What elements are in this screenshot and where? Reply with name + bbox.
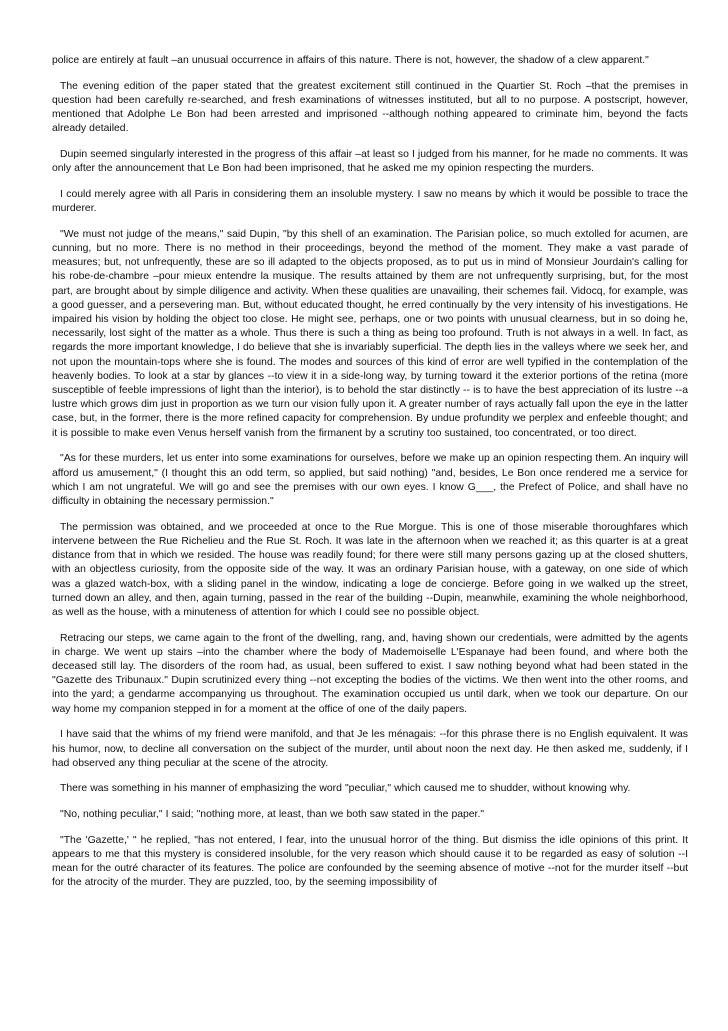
paragraph: "The 'Gazette,' " he replied, "has not entered, I fear, into the unusual horror of the thing. But dismiss the idle opinions of this print. It appears to me that this mystery is considered insoluble, for the very reason which should cause it to be regarded as easy of solution --I mean for the outré character of its features. The police are confounded by the seeming absence of motive --not for the murder itself --but for the atrocity of the murder. They are puzzled, too, by the seeming impossibility of — [52, 834, 688, 889]
paragraph: I could merely agree with all Paris in considering them an insoluble mystery. I saw no means by which it would be possible to trace the murderer. — [52, 188, 688, 215]
paragraph: police are entirely at fault –an unusual occurrence in affairs of this nature. There is not, however, the shadow of a clew apparent." — [52, 55, 649, 66]
paragraph: There was something in his manner of emphasizing the word "peculiar," which caused me to shudder, without knowing why. — [60, 783, 631, 795]
paragraph: "No, nothing peculiar," I said; "nothing more, at least, than we both saw stated in the paper." — [60, 809, 485, 821]
paragraph: Retracing our steps, we came again to the front of the dwelling, rang, and, having shown our credentials, were admitted by the agents in charge. We went up stairs –into the chamber where the body of Mademoiselle L'Espanaye had been found, and where both the deceased still lay. The disorders of the room had, as usual, been suffered to exist. I saw nothing beyond what had been stated in the "Gazette des Tribunaux." Dupin scrutinized every thing --not excepting the bodies of the victims. We then went into the other rooms, and into the yard; a gendarme accompanying us throughout. The examination occupied us until dark, when we took our departure. On our way home my companion stepped in for a moment at the office of one of the daily papers. — [52, 632, 688, 715]
paragraph: The permission was obtained, and we proceeded at once to the Rue Morgue. This is one of those miserable thoroughfares which intervene between the Rue Richelieu and the Rue St. Roch. It was late in the afternoon when we reached it; as this quarter is at a great distance from that in which we resided. The house was readily found; for there were still many persons gazing up at the closed shutters, with an objectless curiosity, from the opposite side of the way. It was an ordinary Parisian house, with a gateway, on one side of which was a glazed watch-box, with a sliding panel in the window, indicating a loge de concierge. Before going in we walked up the street, turned down an alley, and then, again turning, passed in the rear of the building --Dupin, meanwhile, examining the whole neighborhood, as well as the house, with a minuteness of attention for which I could see no possible object. — [52, 521, 688, 618]
paragraph: The evening edition of the paper stated that the greatest excitement still continued in the Quartier St. Roch –that the premises in question had been carefully re-searched, and fresh examinations of witnesses instituted, but all to no purpose. A postscript, however, mentioned that Adolphe Le Bon had been arrested and imprisoned --although nothing appeared to criminate him, beyond the facts already detailed. — [52, 80, 688, 135]
paragraph: "As for these murders, let us enter into some examinations for ourselves, before we make up an opinion respecting them. An inquiry will afford us amusement," (I thought this an odd term, so applied, but said nothing) "and, besides, Le Bon once rendered me a service for which I am not ungrateful. We will go and see the premises with our own eyes. I know G___, the Prefect of Police, and shall have no difficulty in obtaining the necessary permission." — [52, 453, 688, 507]
document-page — [52, 54, 688, 902]
paragraph: I have said that the whims of my friend were manifold, and that Je les ménagais: --for this phrase there is no English equivalent. It was his humor, now, to decline all conversation on the subject of the murder, until about noon the next day. He then asked me, suddenly, if I had observed any thing peculiar at the scene of the atrocity. — [52, 729, 688, 769]
paragraph: Dupin seemed singularly interested in the progress of this affair –at least so I judged from his manner, for he made no comments. It was only after the announcement that Le Bon had been imprisoned, that he asked me my opinion respecting the murders. — [52, 149, 688, 175]
paragraph: "We must not judge of the means," said Dupin, "by this shell of an examination. The Parisian police, so much extolled for acumen, are cunning, but no more. There is no method in their proceedings, beyond the method of the moment. They make a vast parade of measures; but, not unfrequently, these are so ill adapted to the objects proposed, as to put us in mind of Monsieur Jourdain's calling for his robe-de-chambre –pour mieux entendre la musique. The results attained by them are not unfrequently surprising, but, for the most part, are brought about by simple diligence and activity. When these qualities are unavailing, their schemes fail. Vidocq, for example, was a good guesser, and a persevering man. But, without educated thought, he erred continually by the very intensity of his investigations. He impaired his vision by holding the object too close. He might see, perhaps, one or two points with unusual clearness, but in so doing he, necessarily, lost sight of the matter as a whole. Thus there is such a thing as being too profound. Truth is not always in a well. In fact, as regards the more important knowledge, I do believe that she is invariably superficial. The depth lies in the valleys where we seek her, and not upon the mountain-tops where she is found. The modes and sources of this kind of error are well typified in the contemplation of the heavenly bodies. To look at a star by glances --to view it in a side-long way, by turning toward it the exterior portions of the retina (more susceptible of feeble impressions of light than the interior), is to behold the star distinctly -- is to have the best appreciation of its lustre --a lustre which grows dim just in proportion as we turn our vision fully upon it. A greater number of rays actually fall upon the eye in the latter case, but, in the former, there is the more refined capacity for comprehension. By undue profundity we perplex and enfeeble thought; and it is possible to make even Venus herself vanish from the firmanent by a scrutiny too sustained, too concentrated, or too direct. — [52, 228, 688, 439]
